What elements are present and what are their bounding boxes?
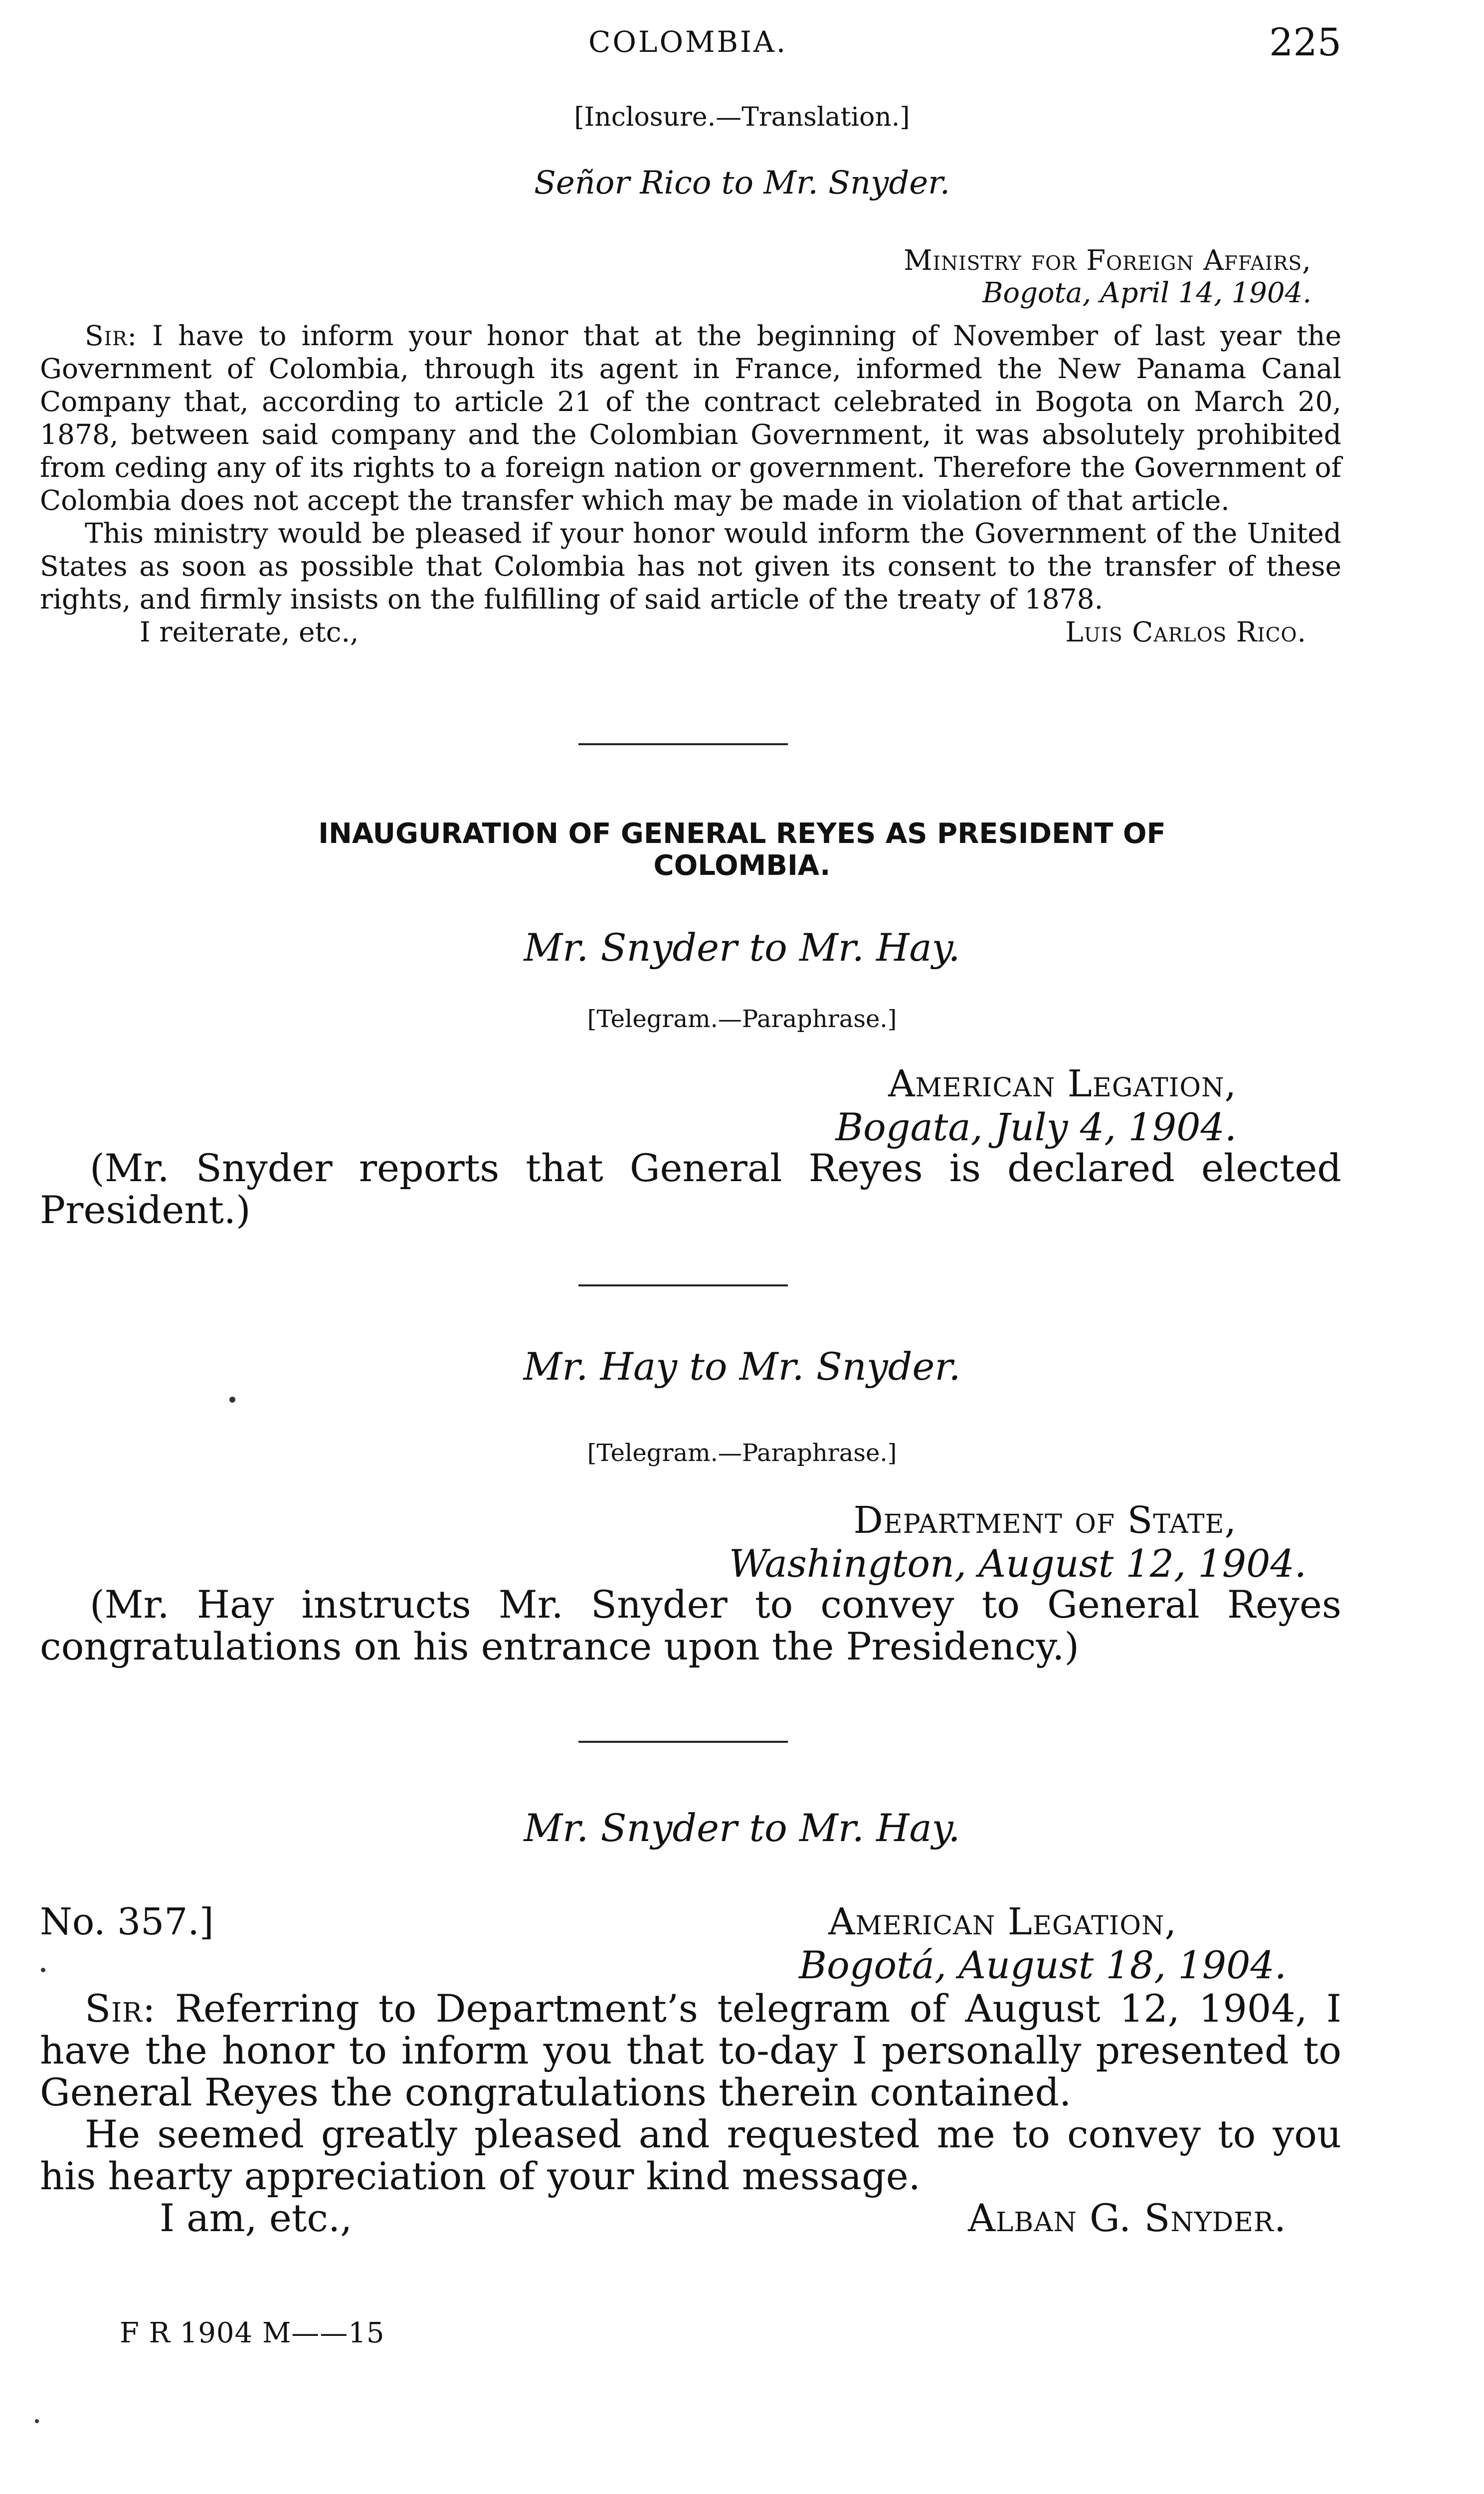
letter-date: Bogotá, August 18, 1904. <box>799 1943 1287 1987</box>
enclosure-date: Bogota, April 14, 1904. <box>982 277 1311 309</box>
running-title: COLOMBIA. <box>588 25 788 59</box>
enclosure-body <box>40 319 1341 648</box>
letter-paragraph <box>40 1988 1341 2113</box>
letter-tag: [Telegram.—Paraphrase.] <box>587 1439 897 1467</box>
enclosure-tag: [Inclosure.—Translation.] <box>574 102 910 132</box>
enclosure-place: Ministry for Foreign Affairs, <box>904 244 1311 277</box>
signature-mark: F R 1904 M——15 <box>120 2317 385 2349</box>
letter-signoff <box>40 2197 1341 2239</box>
letter-date: Bogata, July 4, 1904. <box>835 1105 1237 1149</box>
letter-paragraph: He seemed greatly pleased and requested me to convey to you his hearty appreciation of your kind message. <box>40 2112 1341 2198</box>
enclosure-signoff <box>40 616 1341 648</box>
divider <box>578 1741 788 1743</box>
enclosure-paragraph-1-text: I have to inform your honor that at the beginning of November of last year the Government of Colombia, through its agent in France, informed the New Panama Canal Company that, according to article 21 of the contract celebrated in Bogota on March 20, 1878, between said company and the Colombian Government, it was absolutely prohibited from ceding any of its rights to a foreign nation or government. Therefore the Government of Colombia does not accept the transfer which may be made in violation of that article. <box>40 320 1341 516</box>
closing: I reiterate, etc., <box>140 616 359 648</box>
salutation: Sir: <box>85 1986 156 2031</box>
divider <box>578 1284 788 1286</box>
section-title-line-2: COLOMBIA. <box>653 849 831 882</box>
letter-body <box>40 1988 1341 2239</box>
signature: Luis Carlos Rico. <box>1065 616 1306 648</box>
salutation: Sir: <box>85 320 137 352</box>
section-title <box>0 818 1484 882</box>
letter-heading: Mr. Snyder to Mr. Hay. <box>524 925 960 970</box>
closing: I am, etc., <box>160 2196 353 2240</box>
letter-number: No. 357.] <box>40 1900 214 1943</box>
print-speck <box>35 2419 39 2423</box>
letter-paragraph-1-text: Referring to Department’s telegram of August 12, 1904, I have the honor to inform you that to-day I personally presented to General Reyes the congratulations therein contained. <box>40 1986 1341 2114</box>
letter-body: (Mr. Snyder reports that General Reyes is declared elected President.) <box>40 1146 1341 1232</box>
print-speck <box>229 1397 235 1403</box>
letter-place: American Legation, <box>828 1900 1177 1943</box>
section-title-line-1: INAUGURATION OF GENERAL REYES AS PRESIDENT OF <box>318 818 1166 850</box>
enclosure-paragraph: This ministry would be pleased if your honor would inform the Government of the United States as soon as possible that Colombia has not given its consent to the transfer of these rights, and firmly insists on the fulfilling of said article of the treaty of 1878. <box>40 517 1341 615</box>
letter-heading: Mr. Hay to Mr. Snyder. <box>523 1344 961 1389</box>
enclosure-heading: Señor Rico to Mr. Snyder. <box>534 165 950 202</box>
letter-tag: [Telegram.—Paraphrase.] <box>587 1005 897 1033</box>
enclosure-paragraph <box>40 319 1341 517</box>
signature: Alban G. Snyder. <box>968 2196 1287 2240</box>
print-speck <box>41 1968 45 1972</box>
letter-date: Washington, August 12, 1904. <box>729 1541 1306 1586</box>
letter-place: Department of State, <box>853 1499 1237 1542</box>
divider <box>578 743 788 745</box>
letter-body: (Mr. Hay instructs Mr. Snyder to convey to General Reyes congratulations on his entrance upon the Presidency.) <box>40 1582 1341 1668</box>
page-number: 225 <box>1269 20 1342 64</box>
letter-place: American Legation, <box>888 1062 1237 1105</box>
letter-heading: Mr. Snyder to Mr. Hay. <box>524 1806 960 1850</box>
